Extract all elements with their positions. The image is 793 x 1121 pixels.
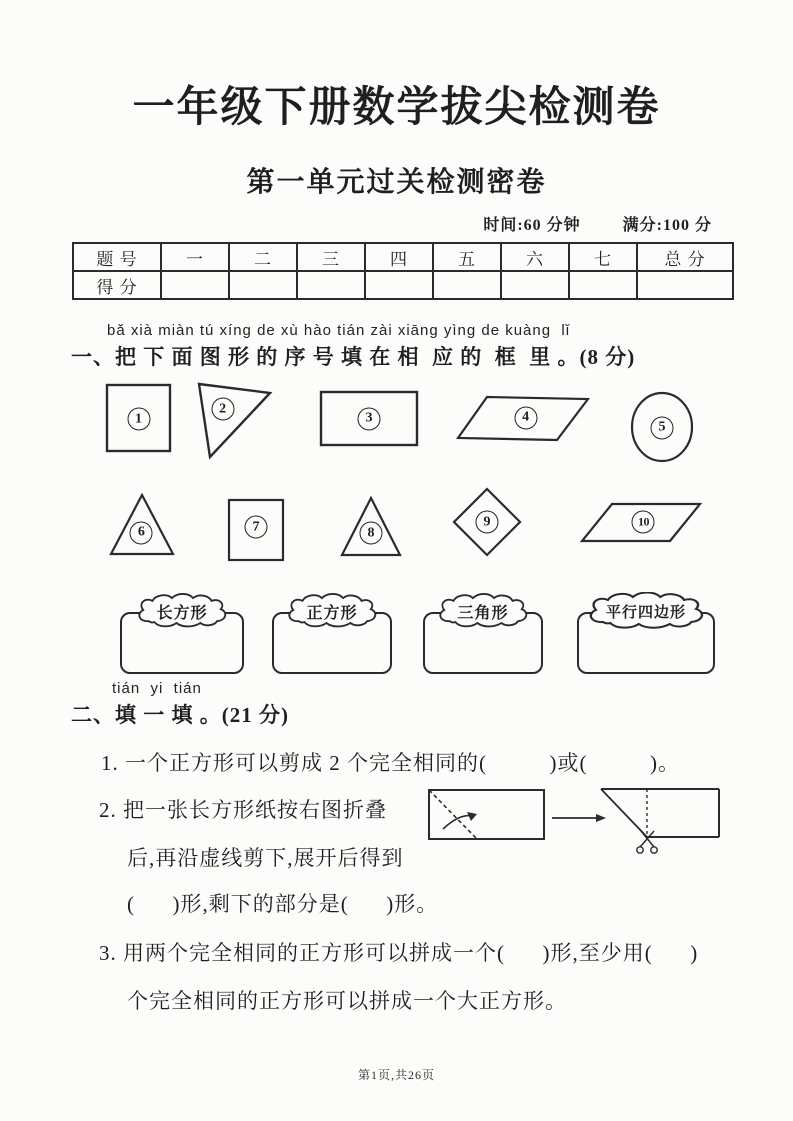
- score-cell: [161, 271, 229, 299]
- score-cell: [501, 271, 569, 299]
- circled-number: 2: [211, 398, 234, 421]
- category-box-rectangle: [120, 592, 244, 678]
- cloud-label: [584, 592, 708, 630]
- folded-rectangle-with-scissors: [600, 787, 724, 861]
- score-cell: [433, 271, 501, 299]
- time-limit-label: 时间:60 分钟: [483, 217, 581, 234]
- fold-diagram-after: [600, 787, 724, 866]
- score-cell: [365, 271, 433, 299]
- score-table-score-row: [73, 271, 733, 299]
- category-label: 平行四边形: [605, 604, 686, 621]
- circled-number: 1: [127, 408, 150, 431]
- section2-pinyin: tián yi tián: [112, 680, 202, 697]
- arrow-right-icon: [551, 812, 607, 824]
- cloud-label: [134, 592, 230, 630]
- shape-right-triangle-2: [195, 381, 274, 460]
- circled-number: 4: [514, 406, 537, 429]
- circled-number: 7: [245, 516, 268, 539]
- shape-diamond-9: [452, 487, 522, 557]
- score-table-row1-label: 题 号: [73, 243, 161, 271]
- scissors-icon: [637, 831, 657, 853]
- shape-square-1: [105, 383, 172, 453]
- shape-circle-5: [630, 391, 694, 464]
- score-table-col-total: 总 分: [637, 243, 733, 271]
- circled-number: 9: [476, 511, 499, 534]
- score-table-header-row: [73, 243, 733, 271]
- score-table-col-4: 四: [365, 243, 433, 271]
- shape-triangle-8: [340, 496, 402, 558]
- item-2-line-1: 2. 把一张长方形纸按右图折叠: [99, 798, 387, 822]
- score-cell: [569, 271, 637, 299]
- category-label: 正方形: [306, 604, 358, 622]
- score-table: [72, 242, 734, 300]
- item-1-text: 1. 一个正方形可以剪成 2 个完全相同的( )或( )。: [101, 751, 680, 775]
- item-3-line-1: 3. 用两个完全相同的正方形可以拼成一个( )形,至少用( ): [99, 941, 699, 965]
- cloud-label: [435, 592, 531, 630]
- circled-number: 8: [360, 522, 383, 545]
- category-box-parallelogram: [577, 592, 715, 678]
- fold-diagram-before: [428, 789, 546, 846]
- section2-heading: 二、填 一 填 。(21 分): [71, 703, 289, 727]
- item-2-line-2: 后,再沿虚线剪下,展开后得到: [127, 846, 404, 870]
- shape-square-7: [227, 498, 285, 562]
- shape-parallelogram-4: [456, 395, 590, 442]
- page-number: 第1页,共26页: [357, 1068, 435, 1082]
- rectangle-with-fold-line: [428, 789, 546, 841]
- category-label: 三角形: [457, 604, 509, 622]
- score-cell: [297, 271, 365, 299]
- shape-rectangle-3: [319, 390, 419, 447]
- circled-number: 10: [632, 511, 655, 534]
- circled-number: 5: [651, 416, 674, 439]
- score-table-row2-label: 得 分: [73, 271, 161, 299]
- score-table-col-6: 六: [501, 243, 569, 271]
- score-table-col-2: 二: [229, 243, 297, 271]
- section1-heading: 一、把 下 面 图 形 的 序 号 填 在 相 应 的 框 里 。(8 分): [71, 345, 636, 369]
- score-table-col-7: 七: [569, 243, 637, 271]
- shape-parallelogram-10: [580, 502, 702, 544]
- exam-meta: [483, 212, 712, 235]
- page-title: 一年级下册数学拔尖检测卷: [132, 83, 661, 130]
- category-box-square: [272, 592, 392, 678]
- score-cell: [637, 271, 733, 299]
- triangle-outline: [195, 381, 274, 460]
- score-table-col-3: 三: [297, 243, 365, 271]
- arrow-right-icon: [551, 811, 607, 829]
- full-score-label: 满分:100 分: [622, 217, 712, 234]
- circled-number: 3: [358, 407, 381, 430]
- category-label: 长方形: [156, 604, 208, 622]
- score-table-col-5: 五: [433, 243, 501, 271]
- section1-pinyin: bǎ xià miàn tú xíng de xù hào tián zài xiāng yìng de kuàng lǐ: [107, 322, 571, 339]
- category-box-triangle: [423, 592, 543, 678]
- item-3-line-2: 个完全相同的正方形可以拼成一个大正方形。: [127, 989, 567, 1013]
- score-cell: [229, 271, 297, 299]
- item-2-line-3: ( )形,剩下的部分是( )形。: [127, 892, 439, 916]
- score-table-col-1: 一: [161, 243, 229, 271]
- circled-number: 6: [130, 521, 153, 544]
- cloud-label: [284, 592, 380, 630]
- page-subtitle: 第一单元过关检测密卷: [246, 167, 547, 198]
- shape-triangle-6: [109, 493, 175, 557]
